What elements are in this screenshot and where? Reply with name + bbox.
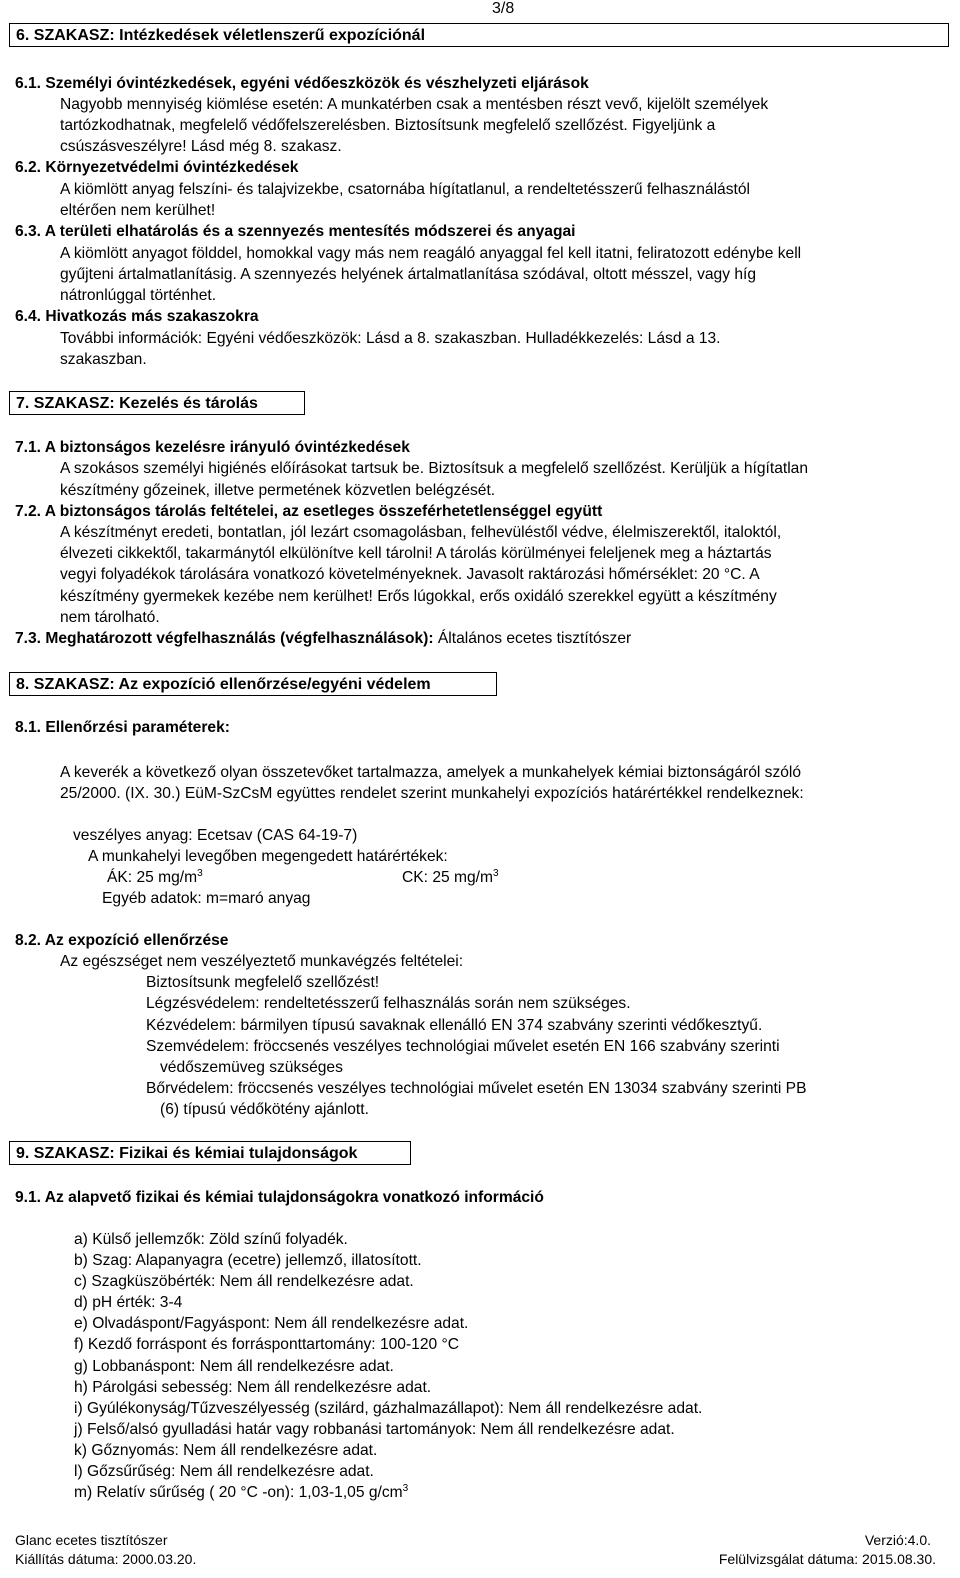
paragraph-line: Nagyobb mennyiség kiömlése esetén: A munkatérben csak a mentésben részt vevő, kijelölt személyek	[60, 96, 769, 113]
page-number: 3/8	[492, 0, 515, 17]
other-data: Egyéb adatok: m=maró anyag	[102, 890, 311, 907]
property-item: j) Felső/alsó gyulladási határ vagy robbanási tartományok: Nem áll rendelkezésre adat.	[74, 1421, 675, 1438]
paragraph-line: vegyi folyadékok tárolására vonatkozó követelményeknek. Javasolt raktározási hőmérséklet: 20 °C. A	[60, 566, 760, 583]
paragraph-line: Bőrvédelem: fröccsenés veszélyes technológiai művelet esetén EN 13034 szabvány szerinti PB	[146, 1080, 807, 1097]
ak-value: ÁK: 25 $mg/m^3$	[107, 868, 203, 886]
footer-product: Glanc ecetes tisztítószer	[15, 1532, 168, 1548]
section-6-title: 6. SZAKASZ: Intézkedések véletlenszerű expozíciónál	[9, 23, 949, 47]
property-item: i) Gyúlékonyság/Tűzveszélyesség (szilárd, gázhalmazállapot): Nem áll rendelkezésre adat.	[74, 1400, 703, 1417]
section-6-2-heading: 6.2. Környezetvédelmi óvintézkedések	[15, 159, 299, 176]
property-item: e) Olvadáspont/Fagyáspont: Nem áll rendelkezésre adat.	[74, 1315, 469, 1332]
paragraph-line: eltérően nem kerülhet!	[60, 202, 216, 219]
section-6-1-heading: 6.1. Személyi óvintézkedések, egyéni védőeszközök és vészhelyzeti eljárások	[15, 75, 589, 92]
section-6-4-heading: 6.4. Hivatkozás más szakaszokra	[15, 308, 259, 325]
paragraph-line: csúszásveszélyre! Lásd még 8. szakasz.	[60, 138, 342, 155]
section-9-title: 9. SZAKASZ: Fizikai és kémiai tulajdonságok	[9, 1141, 411, 1165]
paragraph-line: Kézvédelem: bármilyen típusú savaknak ellenálló EN 374 szabvány szerinti védőkesztyű.	[146, 1017, 763, 1034]
ck-value: CK: 25 $mg/m^3$	[402, 868, 499, 886]
footer-review-date: Felülvizsgálat dátuma: 2015.08.30.	[718, 1551, 936, 1567]
paragraph-line: Légzésvédelem: rendeltetésszerű felhasználás során nem szükséges.	[146, 995, 631, 1012]
paragraph-line: A keverék a következő olyan összetevőket tartalmazza, amelyek a munkahelyek kémiai biztonságáról szóló	[60, 764, 802, 781]
section-7-title: 7. SZAKASZ: Kezelés és tárolás	[9, 391, 305, 415]
paragraph-line: További információk: Egyéni védőeszközök: Lásd a 8. szakaszban. Hulladékkezelés: Lásd a 13.	[60, 330, 721, 347]
paragraph-line: Biztosítsunk megfelelő szellőzést!	[146, 974, 380, 991]
paragraph-line: tartózkodhatnak, megfelelő védőfelszerelésben. Biztosítsunk megfelelő szellőzést. Figyeljünk a	[60, 117, 716, 134]
paragraph-line: Szemvédelem: fröccsenés veszélyes technológiai művelet esetén EN 166 szabvány szerinti	[146, 1038, 780, 1055]
property-item: c) Szagküszöbérték: Nem áll rendelkezésre adat.	[74, 1273, 414, 1290]
section-8-1-heading: 8.1. Ellenőrzési paraméterek:	[15, 719, 230, 736]
property-item: g) Lobbanáspont: Nem áll rendelkezésre adat.	[74, 1358, 394, 1375]
paragraph-line: A szokásos személyi higiénés előírásokat tartsuk be. Biztosítsuk a megfelelő szellőzést. Kerüljük a hígítatlan	[60, 460, 809, 477]
paragraph-line: A kiömlött anyag felszíni- és talajvizekbe, csatornába hígítatlanul, a rendeltetésszerű felhasználástól	[60, 181, 750, 198]
section-7-3-text: Általános ecetes tisztítószer	[437, 630, 632, 647]
section-7-3-line	[15, 629, 631, 649]
property-item: b) Szag: Alapanyagra (ecetre) jellemző, illatosított.	[74, 1252, 422, 1269]
paragraph-line: 25/2000. (IX. 30.) EüM-SzCsM együttes rendelet szerint munkahelyi expozíciós határértékkel rendelkeznek:	[60, 785, 804, 802]
paragraph-line: készítmény gyermekek kezébe nem kerülhet! Erős lúgokkal, erős oxidáló szerekkel együtt a készítmény	[60, 588, 777, 605]
footer-version: Verzió:4.0.	[864, 1532, 931, 1548]
paragraph-line: védőszemüveg szükséges	[160, 1059, 343, 1076]
paragraph-line: élvezeti cikkektől, takarmánytól elkülönítve kell tárolni! A tárolás körülményei feleljenek meg a háztartás	[60, 545, 772, 562]
section-7-2-heading: 7.2. A biztonságos tárolás feltételei, az esetleges összeférhetetlenséggel együtt	[15, 503, 603, 520]
substance-line: veszélyes anyag: Ecetsav (CAS 64-19-7)	[73, 827, 358, 844]
section-6-3-heading: 6.3. A területi elhatárolás és a szennyezés mentesítés módszerei és anyagai	[15, 223, 576, 240]
paragraph-line: Az egészséget nem veszélyeztető munkavégzés feltételei:	[60, 953, 464, 970]
paragraph-line: készítmény gőzeinek, illetve permetének közvetlen belégzését.	[60, 482, 496, 499]
property-item: d) pH érték: 3-4	[74, 1294, 183, 1311]
paragraph-line: A készítményt eredeti, bontatlan, jól lezárt csomagolásban, felhevüléstől védve, élelmiszerektől, italoktól,	[60, 524, 782, 541]
property-item: a) Külső jellemzők: Zöld színű folyadék.	[74, 1231, 348, 1248]
property-item: f) Kezdő forráspont és forrásponttartomány: 100-120 °C	[74, 1336, 460, 1353]
paragraph-line: (6) típusú védőkötény ajánlott.	[160, 1101, 369, 1118]
paragraph-line: nem tárolható.	[60, 609, 160, 626]
section-9-1-heading: 9.1. Az alapvető fizikai és kémiai tulajdonságokra vonatkozó információ	[15, 1189, 544, 1206]
paragraph-line: gyűjteni ártalmatlanításig. A szennyezés helyének ártalmatlanítása szódával, oltott mésszel, vagy híg	[60, 266, 757, 283]
property-item: l) Gőzsűrűség: Nem áll rendelkezésre adat.	[74, 1463, 374, 1480]
paragraph-line: szakaszban.	[60, 351, 147, 368]
footer-issue-date: Kiállítás dátuma: 2000.03.20.	[15, 1551, 197, 1567]
section-7-1-heading: 7.1. A biztonságos kezelésre irányuló óvintézkedések	[15, 439, 410, 456]
property-item: m) Relatív sűrűség ( 20 °C -on): 1,03-1,05 $g/cm^3$	[74, 1483, 409, 1501]
limit-heading: A munkahelyi levegőben megengedett határértékek:	[88, 848, 448, 865]
paragraph-line: A kiömlött anyagot földdel, homokkal vagy más nem reagáló anyaggal fel kell itatni, feliratozott edénybe kell	[60, 245, 802, 262]
section-8-2-heading: 8.2. Az expozíció ellenőrzése	[15, 932, 229, 949]
property-item: h) Párolgási sebesség: Nem áll rendelkezésre adat.	[74, 1379, 432, 1396]
property-item: k) Gőznyomás: Nem áll rendelkezésre adat.	[74, 1442, 378, 1459]
paragraph-line: nátronlúggal történhet.	[60, 287, 217, 304]
section-8-title: 8. SZAKASZ: Az expozíció ellenőrzése/egyéni védelem	[9, 672, 497, 696]
section-7-3-heading: 7.3. Meghatározott végfelhasználás (végfelhasználások):	[15, 630, 434, 647]
